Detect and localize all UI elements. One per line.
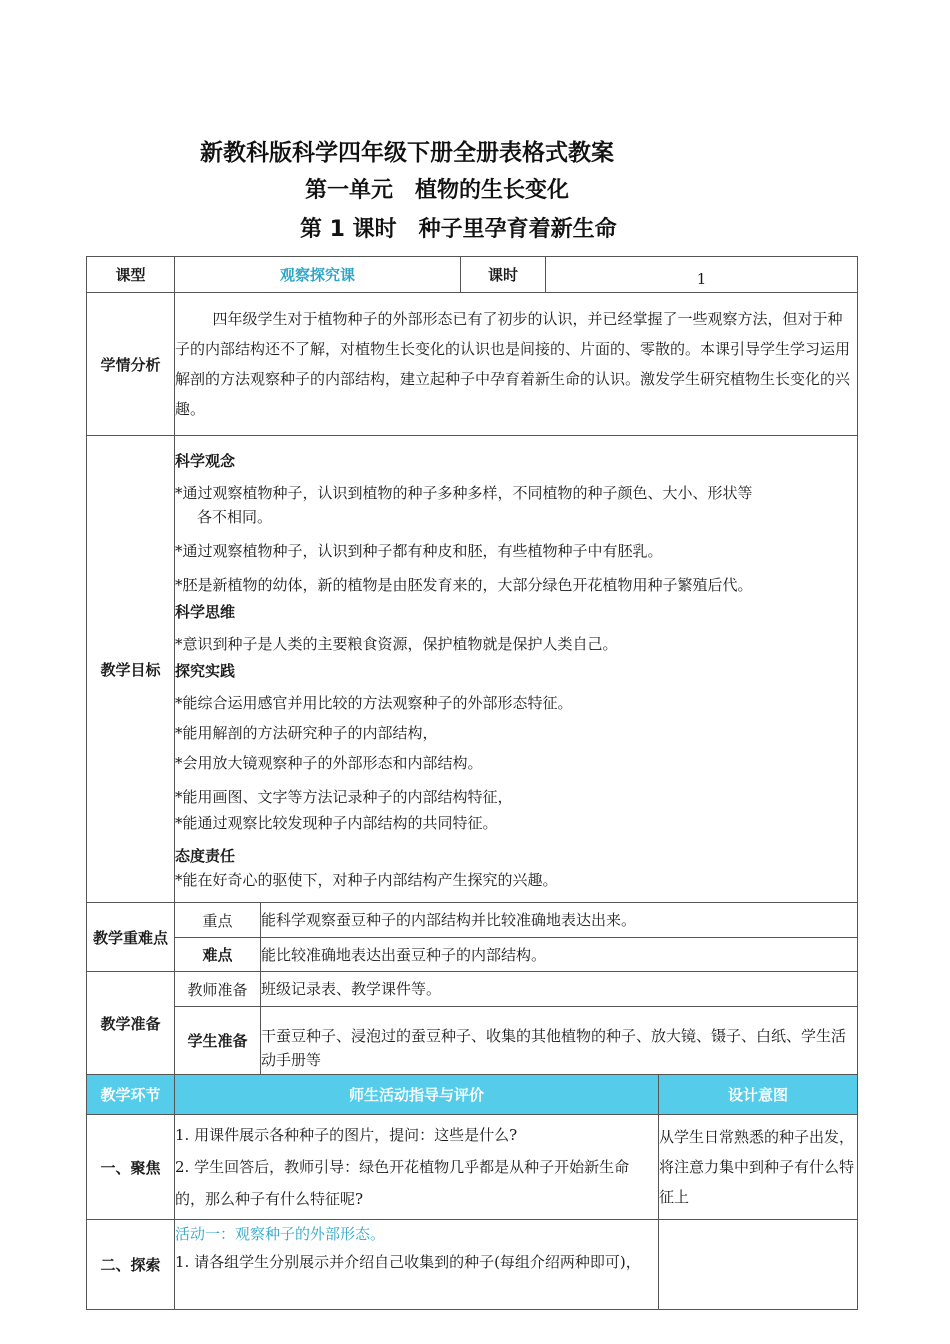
type-label: 课型 (87, 257, 175, 293)
goal-heading-attitude: 态度责任 (175, 847, 236, 865)
goal-item: *能综合运用感官并用比较的方法观察种子的外部形态特征。 (175, 694, 573, 712)
goal-item: *能用解剖的方法研究种子的内部结构， (175, 724, 438, 742)
focus-step-1: 1. 用课件展示各种种子的图片，提问：这些是什么? (175, 1126, 518, 1144)
goal-item: *通过观察植物种子，认识到种子都有种皮和胚，有些植物种子中有胚乳。 (175, 542, 663, 560)
goal-heading-concept: 科学观念 (175, 452, 236, 470)
lesson-name: 种子里孕育着新生命 (418, 217, 617, 242)
info-row (87, 257, 858, 293)
unit-name: 植物的生长变化 (415, 178, 570, 203)
explore-step-1: 1. 请各组学生分别展示并介绍自己收集到的种子(每组介绍两种即可)， (175, 1253, 641, 1271)
stage-focus-content (175, 1115, 659, 1220)
period-label: 课时 (461, 257, 546, 293)
stage-focus-label: 一、聚焦 (87, 1115, 175, 1220)
unit-title (305, 173, 569, 204)
goal-item: *意识到种子是人类的主要粮食资源，保护植物就是保护人类自己。 (175, 635, 618, 653)
activity-title: 活动一：观察种子的外部形态。 (175, 1225, 386, 1243)
goal-item: *胚是新植物的幼体，新的植物是由胚发育来的，大部分绿色开花植物用种子繁殖后代。 (175, 576, 753, 594)
header-design: 设计意图 (659, 1075, 858, 1115)
unit-number: 第一单元 (305, 178, 394, 203)
student-prep-label: 学生准备 (175, 1007, 261, 1075)
stage-explore-label: 二、探索 (87, 1220, 175, 1310)
header-stage: 教学环节 (87, 1075, 175, 1115)
goal-item: *通过观察植物种子，认识到植物的种子多种多样，不同植物的种子颜色、大小、形状等 (175, 484, 753, 502)
goal-item: *能通过观察比较发现种子内部结构的共同特征。 (175, 814, 498, 832)
keypoints-label: 教学重难点 (87, 903, 175, 972)
stage-focus-row (87, 1115, 858, 1220)
lesson-title (300, 212, 617, 243)
goal-item: *能在好奇心的驱使下，对种子内部结构产生探究的兴趣。 (175, 871, 558, 889)
type-value: 观察探究课 (175, 257, 461, 293)
lesson-plan-table (86, 256, 858, 1310)
goals-content (175, 436, 858, 903)
header-activity: 师生活动指导与评价 (175, 1075, 659, 1115)
stage-explore-row (87, 1220, 858, 1310)
teacher-prep-text: 班级记录表、教学课件等。 (261, 972, 858, 1007)
analysis-row (87, 293, 858, 436)
goal-item: 各不相同。 (197, 508, 273, 526)
goals-row (87, 436, 858, 903)
prep-label: 教学准备 (87, 972, 175, 1075)
student-prep-text: 干蚕豆种子、浸泡过的蚕豆种子、收集的其他植物的种子、放大镜、镊子、白纸、学生活动手册等 (261, 1007, 858, 1075)
analysis-text: 四年级学生对于植物种子的外部形态已有了初步的认识，并已经掌握了一些观察方法，但对于种子的内部结构还不了解，对植物生长变化的认识也是间接的、片面的、零散的。本课引导学生学习运用解剖的方法观察种子的内部结构，建立起种子中孕育着新生命的认识。激发学生研究植物生长变化的兴趣。 (175, 293, 858, 436)
lesson-number: 第 1 课时 (300, 217, 397, 242)
document-title: 新教科版科学四年级下册全册表格式教案 (200, 140, 614, 166)
stage-explore-content (175, 1220, 659, 1310)
keypoint-row (87, 903, 858, 938)
goal-item: *能用画图、文字等方法记录种子的内部结构特征， (175, 788, 513, 806)
difficulty-row (87, 938, 858, 972)
difficulty-text: 能比较准确地表达出蚕豆种子的内部结构。 (261, 938, 858, 972)
difficulty-label: 难点 (175, 938, 261, 972)
goal-heading-thinking: 科学思维 (175, 603, 236, 621)
analysis-label: 学情分析 (87, 293, 175, 436)
key-text: 能科学观察蚕豆种子的内部结构并比较准确地表达出来。 (261, 903, 858, 938)
stage-explore-design (659, 1220, 858, 1310)
goal-item: *会用放大镜观察种子的外部形态和内部结构。 (175, 754, 483, 772)
stage-focus-design: 从学生日常熟悉的种子出发，将注意力集中到种子有什么特征上 (659, 1115, 858, 1220)
goals-label: 教学目标 (87, 436, 175, 903)
teacher-prep-row (87, 972, 858, 1007)
teacher-prep-label: 教师准备 (175, 972, 261, 1007)
goal-heading-practice: 探究实践 (175, 662, 236, 680)
student-prep-row (87, 1007, 858, 1075)
period-value: 1 (546, 257, 858, 293)
focus-step-2: 2. 学生回答后，教师引导：绿色开花植物几乎都是从种子开始新生命的，那么种子有什么特征呢? (175, 1158, 630, 1208)
process-header-row (87, 1075, 858, 1115)
key-label: 重点 (175, 903, 261, 938)
